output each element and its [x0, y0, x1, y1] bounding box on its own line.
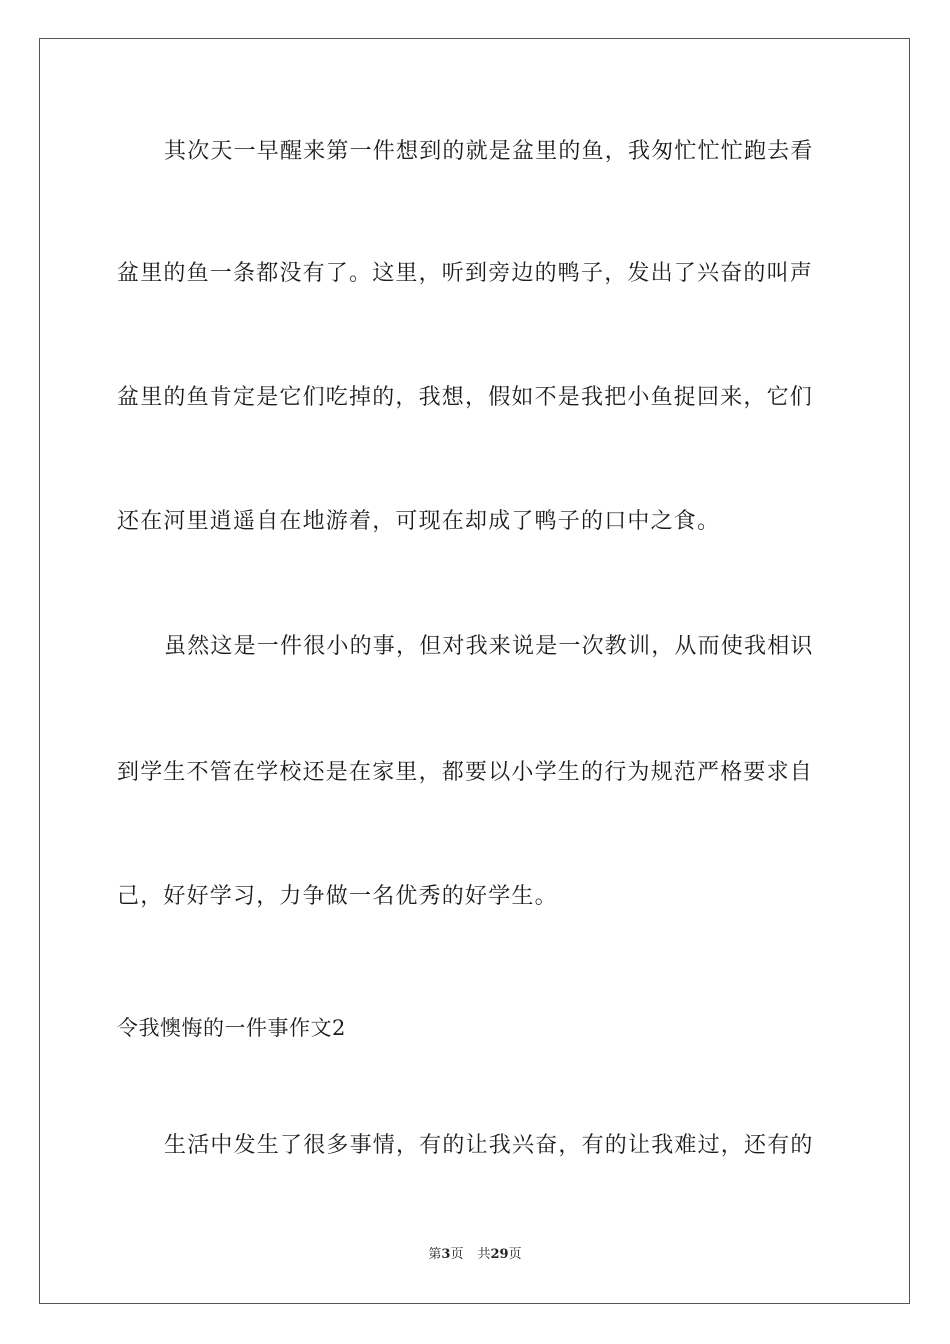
footer-total-suffix: 页 [508, 1247, 522, 1262]
footer-page-number: 3 [441, 1247, 451, 1262]
footer-total-prefix: 共 [477, 1247, 491, 1262]
paragraph-line: 还在河里逍遥自在地游着，可现在却成了鸭子的口中之食。 [117, 509, 721, 534]
paragraph-line: 己，好好学习，力争做一名优秀的好学生。 [117, 884, 558, 909]
paragraph-line: 到学生不管在学校还是在家里，都要以小学生的行为规范严格要求自 [117, 760, 814, 785]
page-footer [0, 1246, 950, 1264]
footer-page-prefix: 第 [428, 1247, 442, 1262]
paragraph-line: 生活中发生了很多事情，有的让我兴奋，有的让我难过，还有的 [164, 1133, 814, 1158]
footer-page-suffix: 页 [450, 1247, 464, 1262]
paragraph-line: 其次天一早醒来第一件想到的就是盆里的鱼，我匆忙忙忙跑去看 [164, 139, 814, 164]
section-heading: 令我懊悔的一件事作文2 [117, 1016, 346, 1040]
footer-total-pages: 29 [490, 1247, 509, 1262]
paragraph-line: 盆里的鱼一条都没有了。这里，听到旁边的鸭子，发出了兴奋的叫声 [117, 261, 814, 286]
page-border [39, 38, 910, 1304]
paragraph-line: 虽然这是一件很小的事，但对我来说是一次教训，从而使我相识 [164, 634, 814, 659]
paragraph-line: 盆里的鱼肯定是它们吃掉的，我想，假如不是我把小鱼捉回来，它们 [117, 385, 814, 410]
